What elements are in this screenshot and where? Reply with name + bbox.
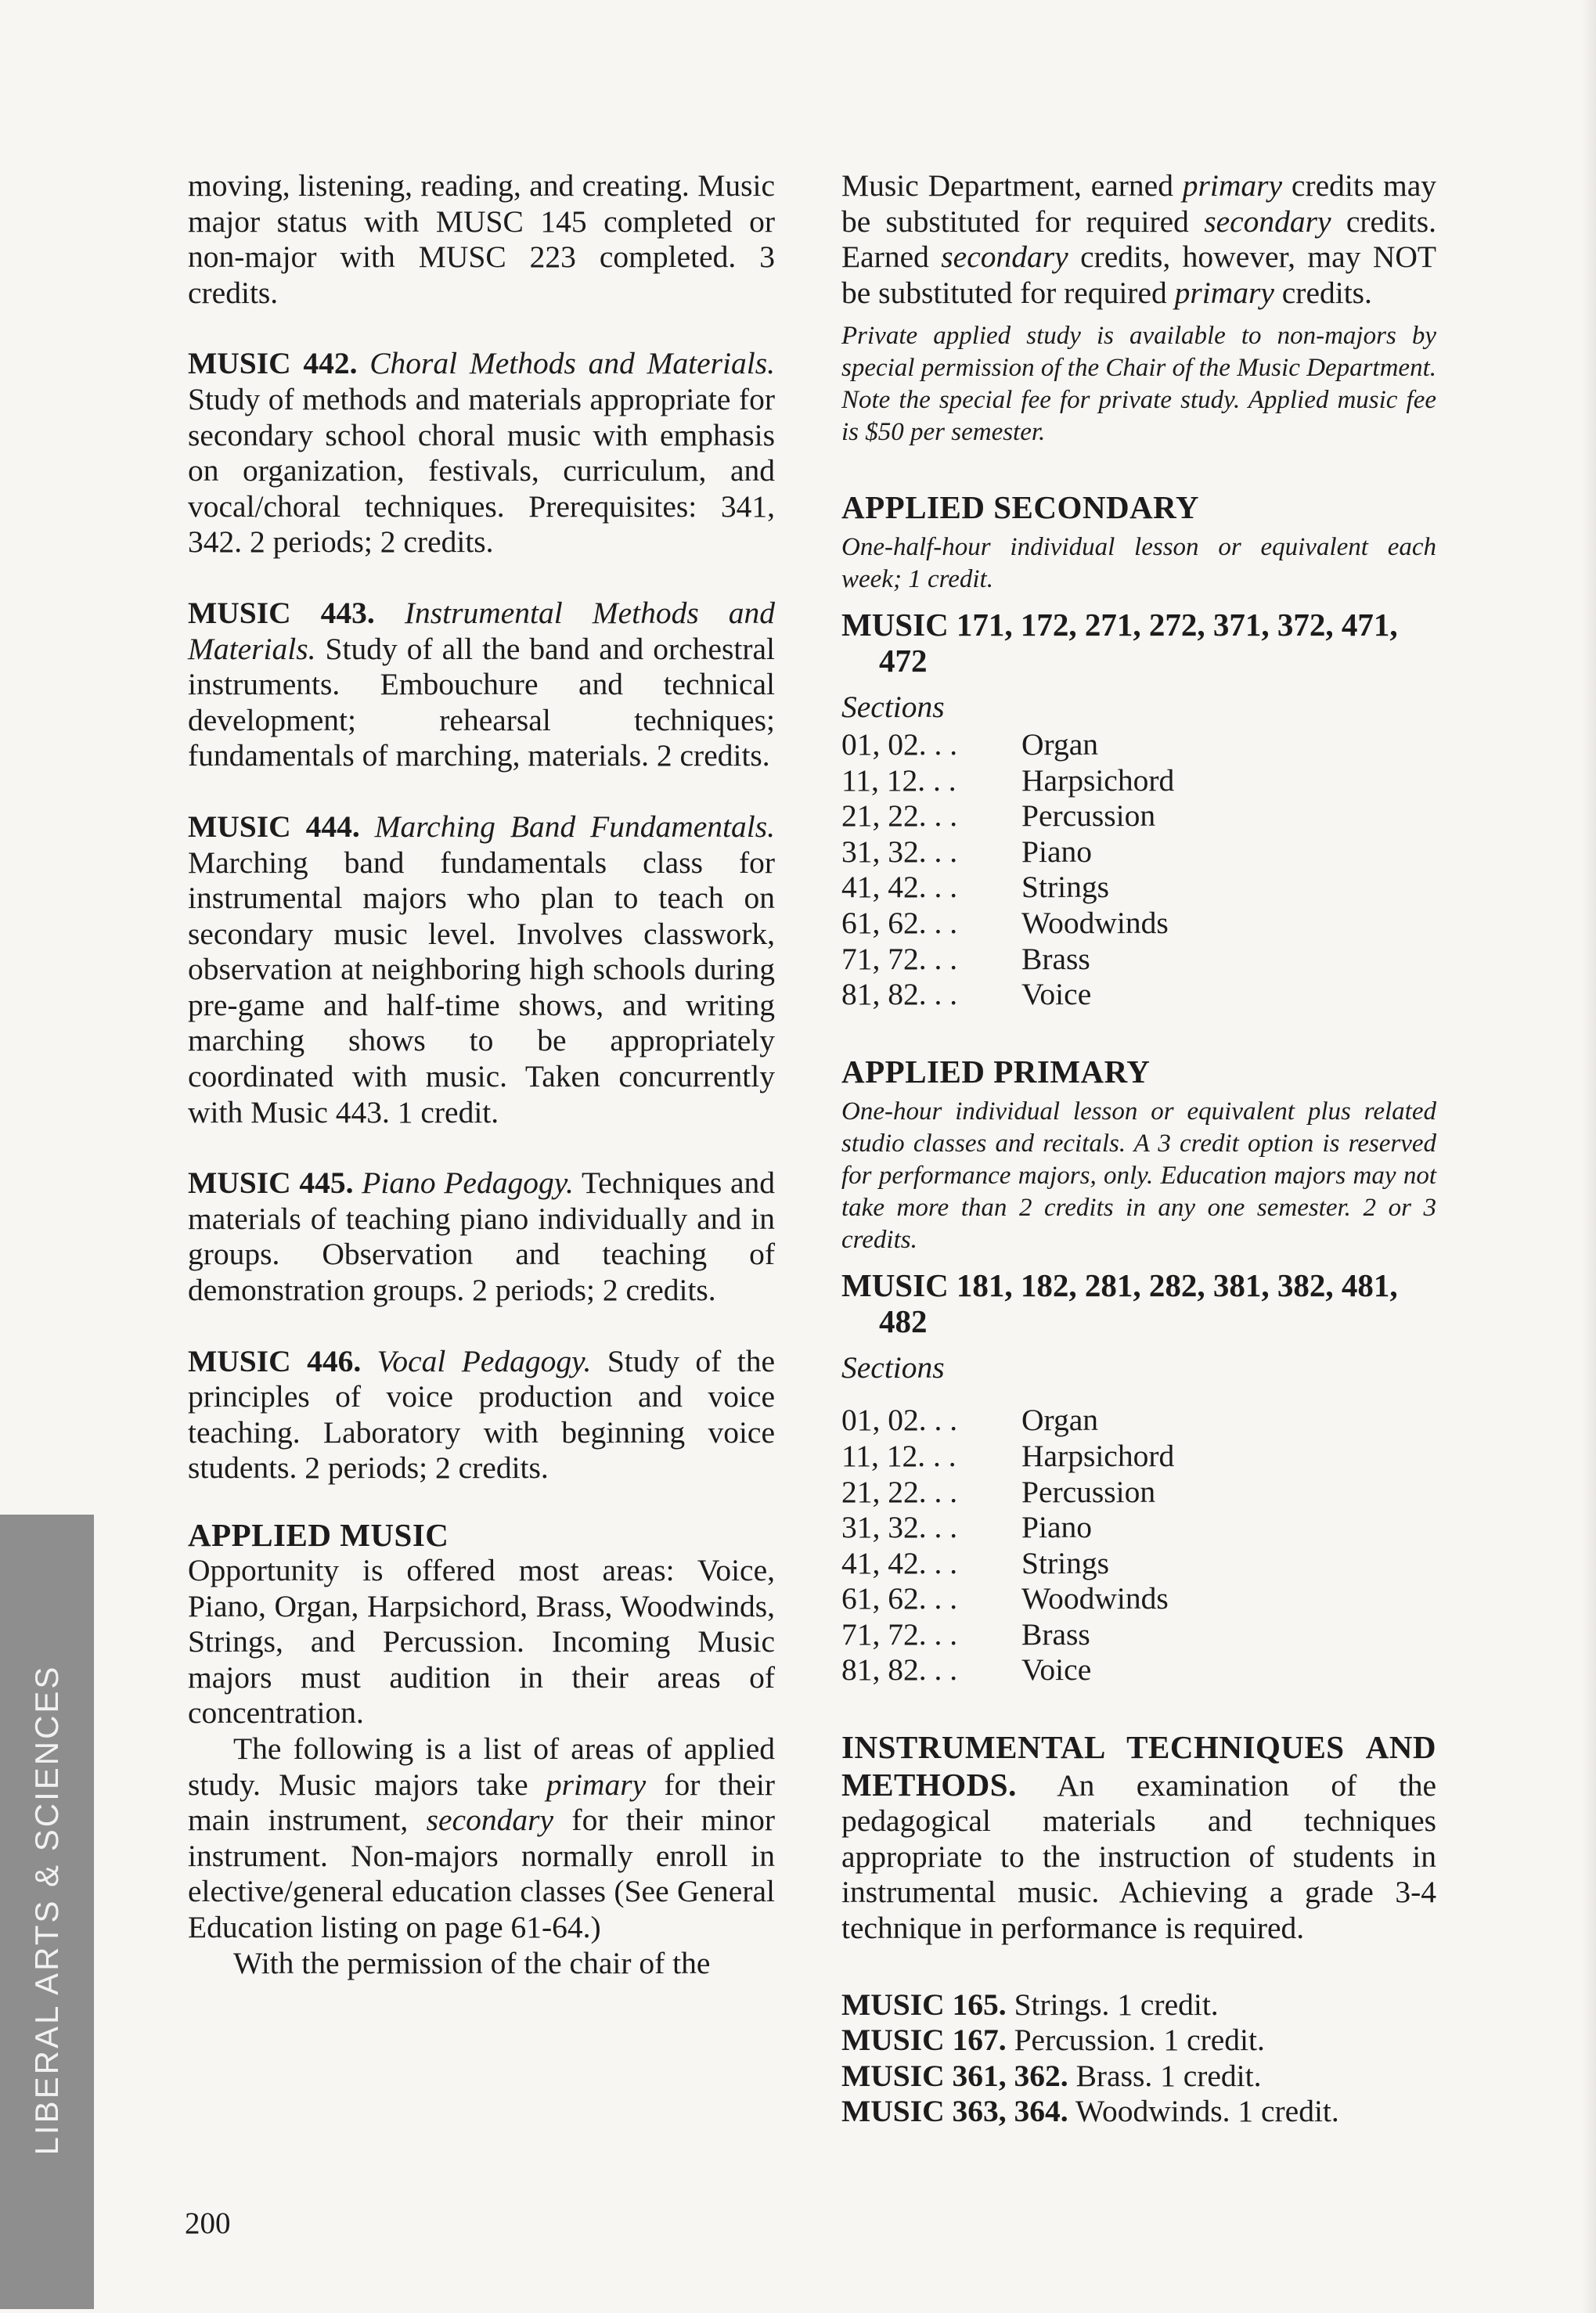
course-music-444 [188,809,775,1130]
section-code: 41, 42. . . [841,1545,958,1580]
course-code: MUSIC 446. [188,1343,362,1378]
course-title: Vocal Pedagogy. [376,1343,592,1378]
section-code: 31, 32. . . [841,1510,958,1545]
instrumental-course-list [841,1987,1436,2130]
sections-label: Sections [841,690,945,725]
section-code: 21, 22. . . [841,1474,958,1509]
text-run: for their main instrument, [188,1767,775,1838]
section-code: 31, 32. . . [841,834,958,869]
instrumental-course [841,2094,1436,2130]
secondary-sections-list [841,727,1436,1013]
course-music-446 [188,1344,775,1486]
emphasis-secondary: secondary [941,240,1068,275]
course-description: Study of methods and materials appropriate for secondary school choral music with emphasis on organization, festivals, curriculum, and vocal/choral techniques. Prerequisites: 341, 342. 2 periods; 2 credits. [188,381,775,560]
section-instrument: Piano [1021,834,1092,869]
emphasis-primary: primary [546,1767,647,1802]
course-music-443 [188,596,775,774]
course-description: Study of the principles of voice production and voice teaching. Laboratory with beginning voice students. 2 periods; 2 credits. [188,1343,775,1486]
course-description: Percussion. 1 credit. [1014,2023,1265,2058]
section-row [841,1510,1436,1546]
course-title: Choral Methods and Materials. [369,346,775,381]
course-code: MUSIC 445. [188,1166,354,1201]
section-code: 21, 22. . . [841,798,958,834]
section-code: 61, 62. . . [841,1581,958,1616]
section-instrument: Piano [1021,1510,1092,1545]
instrumental-techniques-description: An examination of the pedagogical materials and techniques appropriate to the instruction of students in instrumental music. Achieving a grade 3-4 technique in performance is required. [841,1767,1436,1946]
course-title: Instrumental Methods and Materials. [188,595,775,666]
applied-secondary-heading: APPLIED SECONDARY [841,489,1199,526]
section-code: 01, 02. . . [841,726,958,762]
course-code: MUSIC 361, 362. [841,2058,1068,2093]
text-run: credits. [1281,275,1372,310]
section-row [841,834,1436,870]
course-code: MUSIC 363, 364. [841,2094,1068,2129]
text-run: The following is a list of areas of applied study. Music majors take [188,1731,775,1802]
section-instrument: Harpsichord [1021,762,1175,798]
section-row [841,798,1436,834]
instrumental-course [841,2023,1436,2059]
section-row [841,1475,1436,1511]
section-code: 71, 72. . . [841,1616,958,1652]
course-code: MUSIC 444. [188,809,360,844]
emphasis-secondary: secondary [1204,204,1331,239]
sections-label: Sections [841,1349,945,1385]
emphasis-secondary: secondary [426,1803,553,1838]
course-music-442 [188,346,775,560]
instrumental-techniques-paragraph [841,1729,1436,1947]
emphasis-primary: primary [1182,168,1283,203]
permission-paragraph-end [841,168,1436,311]
permission-paragraph-start: With the permission of the chair of the [233,1945,711,1980]
course-code: MUSIC 165. [841,1987,1007,2022]
section-row [841,1439,1436,1475]
section-code: 81, 82. . . [841,1652,958,1688]
course-description: Woodwinds. 1 credit. [1075,2094,1339,2129]
section-row [841,1617,1436,1653]
applied-secondary-note: One-half-hour individual lesson or equivalent each week; 1 credit. [841,533,1436,594]
section-row [841,942,1436,978]
section-code: 11, 12. . . [841,1438,957,1473]
applied-primary-heading: APPLIED PRIMARY [841,1053,1151,1090]
section-instrument: Percussion [1021,798,1156,834]
section-instrument: Organ [1021,726,1098,762]
instrumental-techniques-heading: INSTRUMENTAL TECHNIQUES AND METHODS. [841,1729,1436,1803]
text-run: for their minor instrument. Non-majors normally enroll in elective/general education classes (See General Education listing on page 61-64.) [188,1803,776,1944]
applied-primary-codes: MUSIC 181, 182, 281, 282, 381, 382, 481, 482 [841,1266,1398,1339]
course-description: Marching band fundamentals class for instrumental majors who plan to teach on secondary music level. Involves classwork, observation at neighboring high schools during pre-game and half-time shows, and writing marching shows to be appropriately coordinated with music. Taken concurrently with Music 443. 1 credit. [188,845,775,1129]
course-description: Brass. 1 credit. [1075,2058,1262,2093]
section-row [841,1652,1436,1688]
emphasis-primary: primary [1174,275,1274,310]
text-run: Music Department, earned [841,168,1173,203]
text-run: credits, however, may NOT be substituted for required [841,240,1437,310]
right-column [841,168,1436,2130]
page-edge [1582,0,1596,2313]
left-column [188,168,775,1981]
instrumental-course [841,1987,1436,2023]
instrumental-course [841,2059,1436,2095]
section-code: 01, 02. . . [841,1403,958,1438]
section-row [841,977,1436,1013]
section-row [841,1546,1436,1582]
section-instrument: Organ [1021,1403,1098,1438]
section-row [841,1581,1436,1617]
section-code: 81, 82. . . [841,977,958,1012]
course-music-445 [188,1166,775,1308]
section-instrument: Brass [1021,941,1090,976]
course-code: MUSIC 442. [188,346,358,381]
section-instrument: Voice [1021,977,1092,1012]
section-row [841,763,1436,799]
page-number: 200 [185,2207,231,2240]
section-instrument: Strings [1021,1545,1109,1580]
course-continued-text: moving, listening, reading, and creating. Music major status with MUSC 145 completed or non-major with MUSC 223 completed. 3 credits. [188,168,775,310]
applied-primary-note: One-hour individual lesson or equivalent plus related studio classes and recitals. A 3 credit option is reserved for performance majors, only. Education majors may not take more than 2 credits in any one semester. 2 or 3 credits. [841,1097,1436,1254]
section-code: 41, 42. . . [841,870,958,905]
section-code: 71, 72. . . [841,941,958,976]
applied-music-paragraph: Opportunity is offered most areas: Voice, Piano, Organ, Harpsichord, Brass, Woodwinds, Strings, and Percussion. Incoming Music majors must audition in their areas of concentration. [188,1553,775,1731]
section-instrument: Brass [1021,1616,1090,1652]
section-row [841,1403,1436,1439]
course-title: Marching Band Fundamentals. [374,809,775,844]
text-run: credits. Earned [841,204,1437,275]
applied-music-heading: APPLIED MUSIC [188,1517,449,1553]
course-code: MUSIC 443. [188,595,375,630]
section-row [841,906,1436,942]
course-description: Study of all the band and orchestral instruments. Embouchure and technical development; rehearsal techniques; fundamentals of marching, materials. 2 credits. [188,631,776,773]
course-description: Techniques and materials of teaching piano individually and in groups. Observation and teaching of demonstration groups. 2 periods; 2 credits. [188,1166,775,1308]
section-instrument: Woodwinds [1021,1581,1169,1616]
course-code: MUSIC 167. [841,2023,1007,2058]
section-code: 11, 12. . . [841,762,957,798]
course-description: Strings. 1 credit. [1014,1987,1219,2022]
side-tab-label: LIBERAL ARTS & SCIENCES [28,1664,65,2156]
section-instrument: Voice [1021,1652,1092,1688]
private-study-note: Private applied study is available to non-majors by special permission of the Chair of the Music Department. Note the special fee for private study. Applied music fee is $50 per semester. [841,322,1436,447]
section-instrument: Woodwinds [1021,905,1169,940]
section-instrument: Strings [1021,870,1109,905]
text-run: credits may be substituted for required [841,168,1437,239]
primary-sections-list [841,1403,1436,1688]
applied-secondary-codes: MUSIC 171, 172, 271, 272, 371, 372, 471, 472 [841,607,1398,679]
section-row [841,870,1436,906]
section-instrument: Percussion [1021,1474,1156,1509]
section-instrument: Harpsichord [1021,1438,1175,1473]
section-code: 61, 62. . . [841,905,958,940]
section-row [841,727,1436,763]
applied-study-paragraph [188,1731,775,1946]
course-title: Piano Pedagogy. [362,1166,574,1201]
